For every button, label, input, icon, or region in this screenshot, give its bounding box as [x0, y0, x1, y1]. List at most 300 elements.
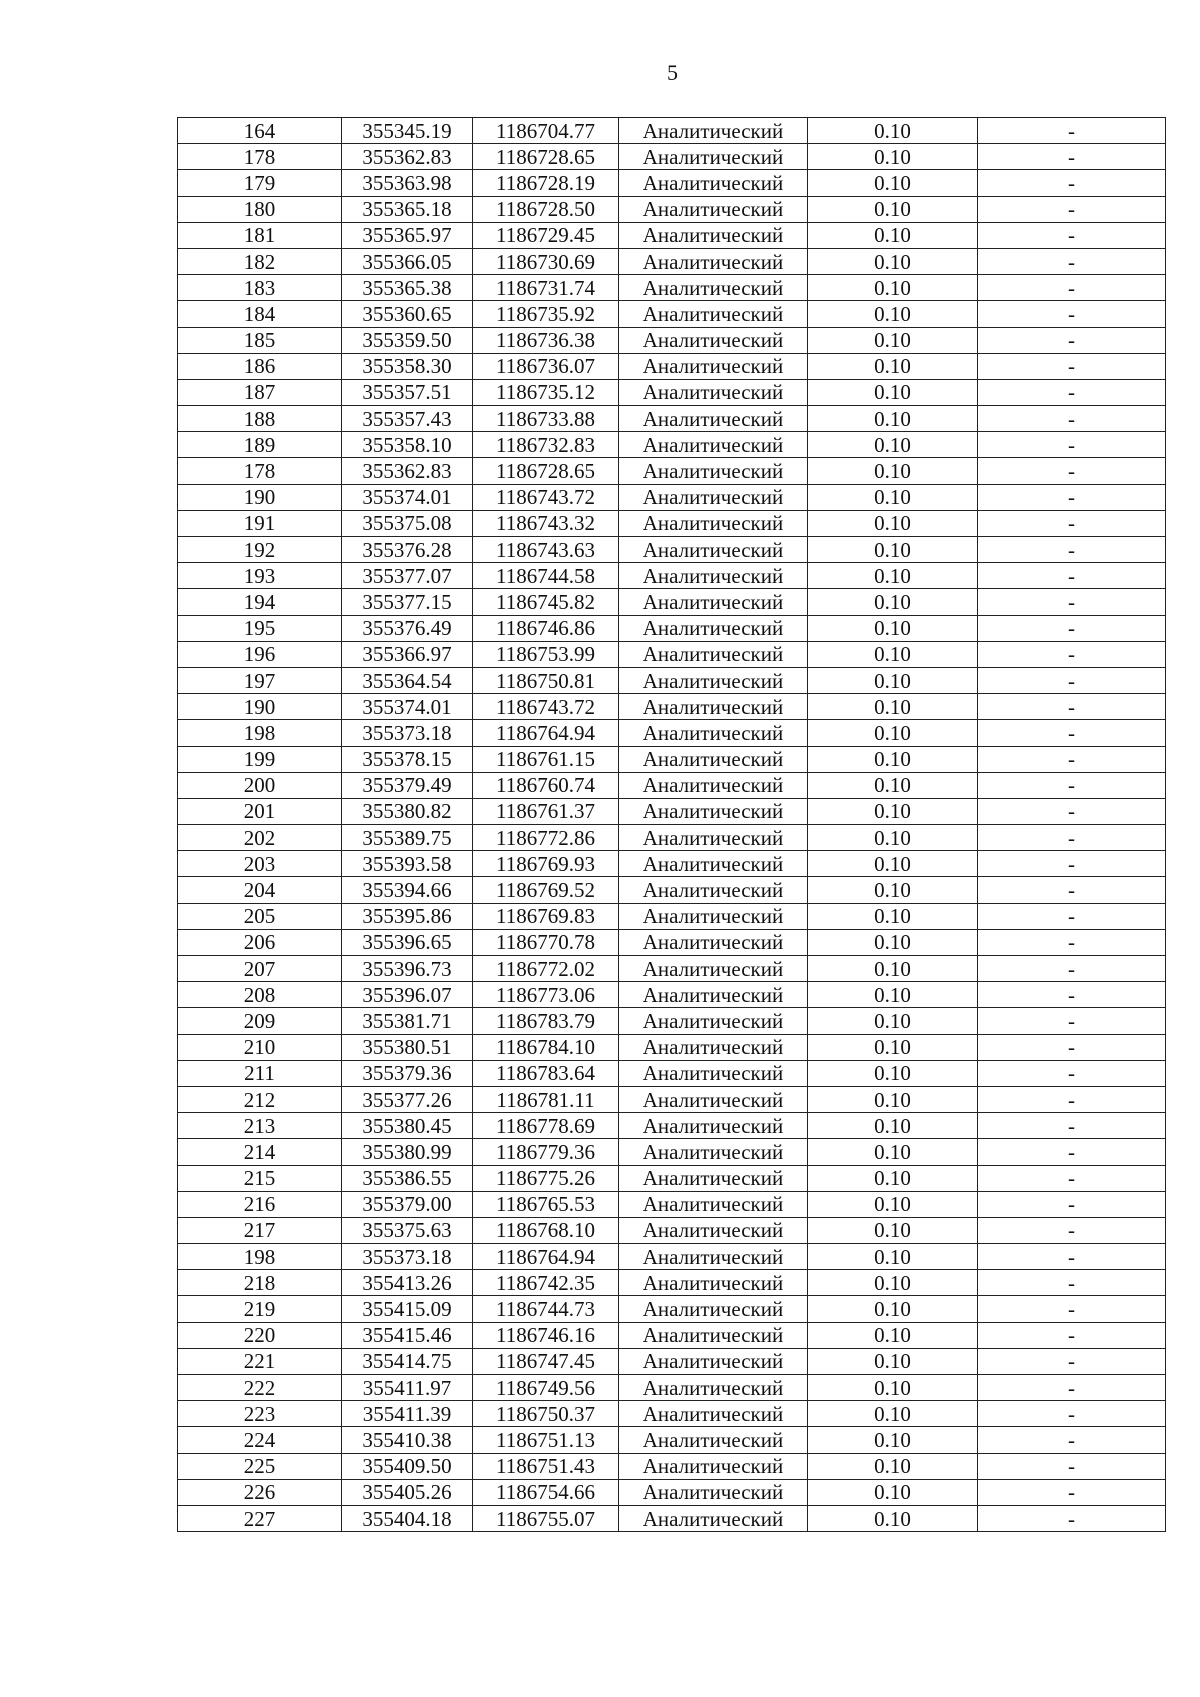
- table-row: [178, 1217, 1166, 1243]
- description-cell: -: [978, 484, 1166, 510]
- accuracy-cell: 0.10: [808, 406, 978, 432]
- table-row: [178, 196, 1166, 222]
- accuracy-cell: 0.10: [808, 903, 978, 929]
- x-coordinate-cell: 355360.65: [342, 301, 473, 327]
- table-row: [178, 982, 1166, 1008]
- point-number-cell: 216: [178, 1191, 342, 1217]
- point-number-cell: 212: [178, 1086, 342, 1112]
- description-cell: -: [978, 353, 1166, 379]
- table-row: [178, 432, 1166, 458]
- point-number-cell: 192: [178, 537, 342, 563]
- method-cell: Аналитический: [619, 589, 808, 615]
- description-cell: -: [978, 1165, 1166, 1191]
- description-cell: -: [978, 1060, 1166, 1086]
- description-cell: -: [978, 248, 1166, 274]
- accuracy-cell: 0.10: [808, 694, 978, 720]
- description-cell: -: [978, 877, 1166, 903]
- accuracy-cell: 0.10: [808, 720, 978, 746]
- method-cell: Аналитический: [619, 694, 808, 720]
- table-row: [178, 222, 1166, 248]
- x-coordinate-cell: 355379.36: [342, 1060, 473, 1086]
- table-row: [178, 1270, 1166, 1296]
- description-cell: -: [978, 458, 1166, 484]
- point-number-cell: 211: [178, 1060, 342, 1086]
- point-number-cell: 185: [178, 327, 342, 353]
- point-number-cell: 205: [178, 903, 342, 929]
- accuracy-cell: 0.10: [808, 1008, 978, 1034]
- accuracy-cell: 0.10: [808, 982, 978, 1008]
- table-row: [178, 1296, 1166, 1322]
- y-coordinate-cell: 1186761.37: [473, 798, 619, 824]
- x-coordinate-cell: 355375.08: [342, 510, 473, 536]
- x-coordinate-cell: 355415.09: [342, 1296, 473, 1322]
- method-cell: Аналитический: [619, 877, 808, 903]
- table-row: [178, 1139, 1166, 1165]
- y-coordinate-cell: 1186744.73: [473, 1296, 619, 1322]
- accuracy-cell: 0.10: [808, 432, 978, 458]
- y-coordinate-cell: 1186750.37: [473, 1401, 619, 1427]
- accuracy-cell: 0.10: [808, 537, 978, 563]
- accuracy-cell: 0.10: [808, 248, 978, 274]
- method-cell: Аналитический: [619, 720, 808, 746]
- accuracy-cell: 0.10: [808, 851, 978, 877]
- x-coordinate-cell: 355365.18: [342, 196, 473, 222]
- page-number: 5: [667, 60, 678, 85]
- method-cell: Аналитический: [619, 118, 808, 144]
- method-cell: Аналитический: [619, 1244, 808, 1270]
- table-row: [178, 1008, 1166, 1034]
- description-cell: -: [978, 929, 1166, 955]
- method-cell: Аналитический: [619, 563, 808, 589]
- description-cell: -: [978, 798, 1166, 824]
- method-cell: Аналитический: [619, 1270, 808, 1296]
- table-row: [178, 1375, 1166, 1401]
- y-coordinate-cell: 1186743.72: [473, 484, 619, 510]
- x-coordinate-cell: 355365.97: [342, 222, 473, 248]
- y-coordinate-cell: 1186769.52: [473, 877, 619, 903]
- method-cell: Аналитический: [619, 982, 808, 1008]
- description-cell: -: [978, 772, 1166, 798]
- description-cell: -: [978, 1296, 1166, 1322]
- accuracy-cell: 0.10: [808, 956, 978, 982]
- x-coordinate-cell: 355410.38: [342, 1427, 473, 1453]
- table-row: [178, 275, 1166, 301]
- x-coordinate-cell: 355357.51: [342, 379, 473, 405]
- table-row: [178, 641, 1166, 667]
- method-cell: Аналитический: [619, 615, 808, 641]
- y-coordinate-cell: 1186784.10: [473, 1034, 619, 1060]
- description-cell: -: [978, 1453, 1166, 1479]
- table-row: [178, 694, 1166, 720]
- method-cell: Аналитический: [619, 772, 808, 798]
- method-cell: Аналитический: [619, 510, 808, 536]
- method-cell: Аналитический: [619, 458, 808, 484]
- y-coordinate-cell: 1186745.82: [473, 589, 619, 615]
- description-cell: -: [978, 379, 1166, 405]
- description-cell: -: [978, 327, 1166, 353]
- accuracy-cell: 0.10: [808, 589, 978, 615]
- description-cell: -: [978, 1401, 1166, 1427]
- accuracy-cell: 0.10: [808, 615, 978, 641]
- accuracy-cell: 0.10: [808, 458, 978, 484]
- point-number-cell: 184: [178, 301, 342, 327]
- table-row: [178, 589, 1166, 615]
- x-coordinate-cell: 355377.15: [342, 589, 473, 615]
- method-cell: Аналитический: [619, 379, 808, 405]
- method-cell: Аналитический: [619, 641, 808, 667]
- description-cell: -: [978, 510, 1166, 536]
- x-coordinate-cell: 355411.97: [342, 1375, 473, 1401]
- y-coordinate-cell: 1186743.63: [473, 537, 619, 563]
- x-coordinate-cell: 355379.00: [342, 1191, 473, 1217]
- method-cell: Аналитический: [619, 1453, 808, 1479]
- point-number-cell: 202: [178, 825, 342, 851]
- point-number-cell: 215: [178, 1165, 342, 1191]
- method-cell: Аналитический: [619, 196, 808, 222]
- table-row: [178, 248, 1166, 274]
- description-cell: -: [978, 118, 1166, 144]
- y-coordinate-cell: 1186729.45: [473, 222, 619, 248]
- accuracy-cell: 0.10: [808, 825, 978, 851]
- accuracy-cell: 0.10: [808, 1427, 978, 1453]
- x-coordinate-cell: 355389.75: [342, 825, 473, 851]
- accuracy-cell: 0.10: [808, 1060, 978, 1086]
- method-cell: Аналитический: [619, 1401, 808, 1427]
- y-coordinate-cell: 1186769.93: [473, 851, 619, 877]
- table-row: [178, 118, 1166, 144]
- table-row: [178, 929, 1166, 955]
- description-cell: -: [978, 406, 1166, 432]
- point-number-cell: 191: [178, 510, 342, 536]
- x-coordinate-cell: 355411.39: [342, 1401, 473, 1427]
- y-coordinate-cell: 1186743.72: [473, 694, 619, 720]
- description-cell: -: [978, 275, 1166, 301]
- accuracy-cell: 0.10: [808, 1113, 978, 1139]
- accuracy-cell: 0.10: [808, 484, 978, 510]
- method-cell: Аналитический: [619, 170, 808, 196]
- point-number-cell: 206: [178, 929, 342, 955]
- method-cell: Аналитический: [619, 1217, 808, 1243]
- accuracy-cell: 0.10: [808, 877, 978, 903]
- y-coordinate-cell: 1186768.10: [473, 1217, 619, 1243]
- accuracy-cell: 0.10: [808, 1375, 978, 1401]
- accuracy-cell: 0.10: [808, 327, 978, 353]
- method-cell: Аналитический: [619, 248, 808, 274]
- table-row: [178, 1322, 1166, 1348]
- accuracy-cell: 0.10: [808, 301, 978, 327]
- method-cell: Аналитический: [619, 327, 808, 353]
- accuracy-cell: 0.10: [808, 222, 978, 248]
- y-coordinate-cell: 1186736.07: [473, 353, 619, 379]
- y-coordinate-cell: 1186751.13: [473, 1427, 619, 1453]
- accuracy-cell: 0.10: [808, 1086, 978, 1112]
- method-cell: Аналитический: [619, 667, 808, 693]
- accuracy-cell: 0.10: [808, 746, 978, 772]
- description-cell: -: [978, 589, 1166, 615]
- x-coordinate-cell: 355380.99: [342, 1139, 473, 1165]
- accuracy-cell: 0.10: [808, 144, 978, 170]
- table-row: [178, 1479, 1166, 1505]
- y-coordinate-cell: 1186704.77: [473, 118, 619, 144]
- table-row: [178, 327, 1166, 353]
- table-row: [178, 1086, 1166, 1112]
- point-number-cell: 188: [178, 406, 342, 432]
- description-cell: -: [978, 1479, 1166, 1505]
- table-row: [178, 746, 1166, 772]
- description-cell: -: [978, 1427, 1166, 1453]
- method-cell: Аналитический: [619, 798, 808, 824]
- description-cell: -: [978, 1034, 1166, 1060]
- description-cell: -: [978, 1139, 1166, 1165]
- point-number-cell: 186: [178, 353, 342, 379]
- description-cell: -: [978, 641, 1166, 667]
- description-cell: -: [978, 1086, 1166, 1112]
- accuracy-cell: 0.10: [808, 929, 978, 955]
- point-number-cell: 183: [178, 275, 342, 301]
- x-coordinate-cell: 355414.75: [342, 1348, 473, 1374]
- point-number-cell: 164: [178, 118, 342, 144]
- description-cell: -: [978, 1244, 1166, 1270]
- point-number-cell: 210: [178, 1034, 342, 1060]
- y-coordinate-cell: 1186747.45: [473, 1348, 619, 1374]
- method-cell: Аналитический: [619, 1322, 808, 1348]
- x-coordinate-cell: 355364.54: [342, 667, 473, 693]
- table-row: [178, 825, 1166, 851]
- accuracy-cell: 0.10: [808, 1348, 978, 1374]
- y-coordinate-cell: 1186764.94: [473, 1244, 619, 1270]
- x-coordinate-cell: 355358.10: [342, 432, 473, 458]
- accuracy-cell: 0.10: [808, 118, 978, 144]
- x-coordinate-cell: 355376.28: [342, 537, 473, 563]
- description-cell: -: [978, 1322, 1166, 1348]
- y-coordinate-cell: 1186778.69: [473, 1113, 619, 1139]
- x-coordinate-cell: 355386.55: [342, 1165, 473, 1191]
- description-cell: -: [978, 1008, 1166, 1034]
- table-row: [178, 301, 1166, 327]
- y-coordinate-cell: 1186728.50: [473, 196, 619, 222]
- y-coordinate-cell: 1186735.12: [473, 379, 619, 405]
- table-row: [178, 144, 1166, 170]
- description-cell: -: [978, 144, 1166, 170]
- y-coordinate-cell: 1186728.65: [473, 458, 619, 484]
- x-coordinate-cell: 355404.18: [342, 1505, 473, 1531]
- accuracy-cell: 0.10: [808, 1217, 978, 1243]
- table-row: [178, 406, 1166, 432]
- point-number-cell: 201: [178, 798, 342, 824]
- accuracy-cell: 0.10: [808, 379, 978, 405]
- point-number-cell: 180: [178, 196, 342, 222]
- point-number-cell: 193: [178, 563, 342, 589]
- table-row: [178, 1505, 1166, 1531]
- x-coordinate-cell: 355394.66: [342, 877, 473, 903]
- x-coordinate-cell: 355373.18: [342, 1244, 473, 1270]
- x-coordinate-cell: 355396.65: [342, 929, 473, 955]
- description-cell: -: [978, 537, 1166, 563]
- description-cell: -: [978, 746, 1166, 772]
- x-coordinate-cell: 355366.05: [342, 248, 473, 274]
- accuracy-cell: 0.10: [808, 196, 978, 222]
- table-row: [178, 851, 1166, 877]
- x-coordinate-cell: 355376.49: [342, 615, 473, 641]
- x-coordinate-cell: 355377.26: [342, 1086, 473, 1112]
- point-number-cell: 199: [178, 746, 342, 772]
- coordinates-table: [177, 117, 1166, 1532]
- y-coordinate-cell: 1186772.86: [473, 825, 619, 851]
- accuracy-cell: 0.10: [808, 1191, 978, 1217]
- accuracy-cell: 0.10: [808, 1034, 978, 1060]
- x-coordinate-cell: 355362.83: [342, 458, 473, 484]
- point-number-cell: 178: [178, 458, 342, 484]
- y-coordinate-cell: 1186751.43: [473, 1453, 619, 1479]
- x-coordinate-cell: 355377.07: [342, 563, 473, 589]
- table-row: [178, 772, 1166, 798]
- point-number-cell: 227: [178, 1505, 342, 1531]
- table-row: [178, 1427, 1166, 1453]
- description-cell: -: [978, 694, 1166, 720]
- accuracy-cell: 0.10: [808, 1165, 978, 1191]
- x-coordinate-cell: 355375.63: [342, 1217, 473, 1243]
- table-row: [178, 510, 1166, 536]
- point-number-cell: 226: [178, 1479, 342, 1505]
- method-cell: Аналитический: [619, 406, 808, 432]
- table-body: [178, 118, 1166, 1532]
- point-number-cell: 182: [178, 248, 342, 274]
- method-cell: Аналитический: [619, 825, 808, 851]
- x-coordinate-cell: 355405.26: [342, 1479, 473, 1505]
- table-row: [178, 720, 1166, 746]
- table-row: [178, 458, 1166, 484]
- method-cell: Аналитический: [619, 1479, 808, 1505]
- table-row: [178, 1453, 1166, 1479]
- method-cell: Аналитический: [619, 144, 808, 170]
- description-cell: -: [978, 1217, 1166, 1243]
- point-number-cell: 196: [178, 641, 342, 667]
- accuracy-cell: 0.10: [808, 353, 978, 379]
- y-coordinate-cell: 1186764.94: [473, 720, 619, 746]
- point-number-cell: 190: [178, 694, 342, 720]
- x-coordinate-cell: 355359.50: [342, 327, 473, 353]
- table-row: [178, 170, 1166, 196]
- method-cell: Аналитический: [619, 1505, 808, 1531]
- point-number-cell: 189: [178, 432, 342, 458]
- y-coordinate-cell: 1186775.26: [473, 1165, 619, 1191]
- description-cell: -: [978, 301, 1166, 327]
- method-cell: Аналитический: [619, 746, 808, 772]
- y-coordinate-cell: 1186731.74: [473, 275, 619, 301]
- method-cell: Аналитический: [619, 275, 808, 301]
- method-cell: Аналитический: [619, 1348, 808, 1374]
- x-coordinate-cell: 355358.30: [342, 353, 473, 379]
- table-row: [178, 956, 1166, 982]
- table-row: [178, 563, 1166, 589]
- y-coordinate-cell: 1186728.65: [473, 144, 619, 170]
- table-row: [178, 1191, 1166, 1217]
- accuracy-cell: 0.10: [808, 1505, 978, 1531]
- point-number-cell: 213: [178, 1113, 342, 1139]
- point-number-cell: 195: [178, 615, 342, 641]
- y-coordinate-cell: 1186742.35: [473, 1270, 619, 1296]
- table-row: [178, 1034, 1166, 1060]
- description-cell: -: [978, 1113, 1166, 1139]
- description-cell: -: [978, 615, 1166, 641]
- accuracy-cell: 0.10: [808, 641, 978, 667]
- method-cell: Аналитический: [619, 222, 808, 248]
- y-coordinate-cell: 1186760.74: [473, 772, 619, 798]
- x-coordinate-cell: 355393.58: [342, 851, 473, 877]
- y-coordinate-cell: 1186744.58: [473, 563, 619, 589]
- y-coordinate-cell: 1186746.86: [473, 615, 619, 641]
- x-coordinate-cell: 355380.51: [342, 1034, 473, 1060]
- description-cell: -: [978, 825, 1166, 851]
- method-cell: Аналитический: [619, 1191, 808, 1217]
- point-number-cell: 218: [178, 1270, 342, 1296]
- x-coordinate-cell: 355357.43: [342, 406, 473, 432]
- accuracy-cell: 0.10: [808, 1139, 978, 1165]
- accuracy-cell: 0.10: [808, 1244, 978, 1270]
- table-row: [178, 537, 1166, 563]
- method-cell: Аналитический: [619, 1113, 808, 1139]
- x-coordinate-cell: 355373.18: [342, 720, 473, 746]
- table-row: [178, 798, 1166, 824]
- y-coordinate-cell: 1186746.16: [473, 1322, 619, 1348]
- description-cell: -: [978, 196, 1166, 222]
- table-row: [178, 1165, 1166, 1191]
- accuracy-cell: 0.10: [808, 563, 978, 589]
- y-coordinate-cell: 1186728.19: [473, 170, 619, 196]
- description-cell: -: [978, 222, 1166, 248]
- accuracy-cell: 0.10: [808, 275, 978, 301]
- point-number-cell: 221: [178, 1348, 342, 1374]
- y-coordinate-cell: 1186765.53: [473, 1191, 619, 1217]
- y-coordinate-cell: 1186783.79: [473, 1008, 619, 1034]
- x-coordinate-cell: 355396.73: [342, 956, 473, 982]
- y-coordinate-cell: 1186733.88: [473, 406, 619, 432]
- table-row: [178, 615, 1166, 641]
- table-row: [178, 877, 1166, 903]
- table-row: [178, 484, 1166, 510]
- method-cell: Аналитический: [619, 484, 808, 510]
- description-cell: -: [978, 667, 1166, 693]
- y-coordinate-cell: 1186769.83: [473, 903, 619, 929]
- point-number-cell: 214: [178, 1139, 342, 1165]
- point-number-cell: 204: [178, 877, 342, 903]
- description-cell: -: [978, 1348, 1166, 1374]
- method-cell: Аналитический: [619, 353, 808, 379]
- accuracy-cell: 0.10: [808, 1401, 978, 1427]
- point-number-cell: 219: [178, 1296, 342, 1322]
- accuracy-cell: 0.10: [808, 510, 978, 536]
- point-number-cell: 224: [178, 1427, 342, 1453]
- y-coordinate-cell: 1186743.32: [473, 510, 619, 536]
- x-coordinate-cell: 355374.01: [342, 694, 473, 720]
- description-cell: -: [978, 956, 1166, 982]
- point-number-cell: 190: [178, 484, 342, 510]
- accuracy-cell: 0.10: [808, 1479, 978, 1505]
- x-coordinate-cell: 355395.86: [342, 903, 473, 929]
- table-row: [178, 353, 1166, 379]
- x-coordinate-cell: 355374.01: [342, 484, 473, 510]
- description-cell: -: [978, 1191, 1166, 1217]
- method-cell: Аналитический: [619, 1086, 808, 1112]
- method-cell: Аналитический: [619, 956, 808, 982]
- method-cell: Аналитический: [619, 1296, 808, 1322]
- x-coordinate-cell: 355381.71: [342, 1008, 473, 1034]
- table-row: [178, 1401, 1166, 1427]
- point-number-cell: 194: [178, 589, 342, 615]
- point-number-cell: 200: [178, 772, 342, 798]
- accuracy-cell: 0.10: [808, 667, 978, 693]
- description-cell: -: [978, 851, 1166, 877]
